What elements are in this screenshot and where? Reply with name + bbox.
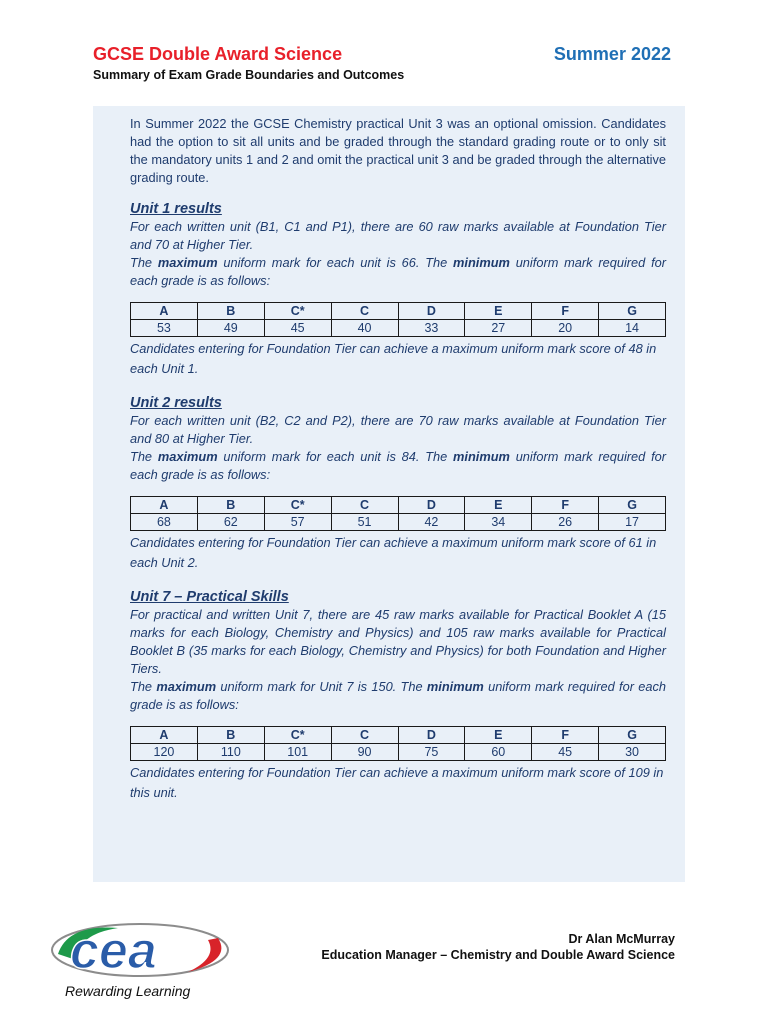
unit-description: For each written unit (B2, C2 and P2), there are 70 raw marks available at Foundation Tier and 80 at Higher Tier. — [130, 413, 666, 446]
unit-section-7 — [130, 589, 666, 803]
intro-paragraph: In Summer 2022 the GCSE Chemistry practical Unit 3 was an optional omission. Candidates had the option to sit all units and be graded through the standard grading route or to only sit the mandatory units 1 and 2 and omit the practical unit 3 and be graded through the alternative grading route. — [130, 116, 666, 185]
grade-value-row — [131, 514, 666, 531]
grade-boundary-table — [130, 496, 666, 531]
grade-label: G — [599, 303, 666, 320]
grade-label: C* — [264, 497, 331, 514]
doc-subtitle: Summary of Exam Grade Boundaries and Outcomes — [93, 68, 405, 82]
grade-header-row — [131, 497, 666, 514]
grade-boundary-table — [130, 726, 666, 761]
unit-section-1 — [130, 201, 666, 379]
grade-label: A — [131, 727, 198, 744]
unit-note: Candidates entering for Foundation Tier can achieve a maximum uniform mark score of 109 in this unit. — [130, 765, 664, 800]
grade-value: 75 — [398, 744, 465, 761]
grade-value: 20 — [532, 320, 599, 337]
logo-tagline: Rewarding Learning — [65, 983, 191, 999]
grade-label: C* — [264, 303, 331, 320]
author-name: Dr Alan McMurray — [568, 932, 675, 946]
unit-max-text: The maximum uniform mark for each unit is 84. The minimum uniform mark required for each grade is as follows: — [130, 449, 666, 482]
unit-max-text: The maximum uniform mark for Unit 7 is 150. The minimum uniform mark required for each grade is as follows: — [130, 679, 666, 712]
unit-section-2 — [130, 395, 666, 573]
logo-wordmark: cea — [70, 922, 157, 980]
unit-description: For each written unit (B1, C1 and P1), there are 60 raw marks available at Foundation Tier and 70 at Higher Tier. — [130, 219, 666, 252]
grade-value: 68 — [131, 514, 198, 531]
grade-value: 49 — [197, 320, 264, 337]
grade-label: D — [398, 497, 465, 514]
grade-label: G — [599, 497, 666, 514]
grade-header-row — [131, 303, 666, 320]
grade-value: 90 — [331, 744, 398, 761]
unit-note: Candidates entering for Foundation Tier can achieve a maximum uniform mark score of 48 in each Unit 1. — [130, 341, 657, 376]
grade-label: A — [131, 497, 198, 514]
grade-label: C — [331, 303, 398, 320]
grade-value-row — [131, 320, 666, 337]
unit-heading: Unit 2 results — [130, 395, 222, 411]
unit-heading: Unit 1 results — [130, 201, 222, 217]
content-body — [130, 115, 666, 803]
grade-value: 45 — [532, 744, 599, 761]
grade-value: 30 — [599, 744, 666, 761]
grade-label: C* — [264, 727, 331, 744]
grade-value: 40 — [331, 320, 398, 337]
grade-label: F — [532, 727, 599, 744]
grade-value: 45 — [264, 320, 331, 337]
grade-value-row — [131, 744, 666, 761]
grade-label: B — [197, 727, 264, 744]
grade-value: 26 — [532, 514, 599, 531]
grade-value: 120 — [131, 744, 198, 761]
doc-season: Summer 2022 — [553, 44, 671, 64]
grade-label: E — [465, 303, 532, 320]
unit-heading: Unit 7 – Practical Skills — [130, 589, 289, 605]
grade-value: 51 — [331, 514, 398, 531]
author-role: Education Manager – Chemistry and Double Award Science — [321, 948, 675, 962]
grade-value: 60 — [465, 744, 532, 761]
grade-boundary-table — [130, 302, 666, 337]
grade-label: G — [599, 727, 666, 744]
doc-title: GCSE Double Award Science — [93, 44, 343, 64]
grade-label: B — [197, 497, 264, 514]
grade-value: 34 — [465, 514, 532, 531]
grade-label: D — [398, 727, 465, 744]
grade-value: 62 — [197, 514, 264, 531]
grade-value: 27 — [465, 320, 532, 337]
grade-value: 101 — [264, 744, 331, 761]
grade-value: 14 — [599, 320, 666, 337]
grade-label: E — [465, 727, 532, 744]
grade-value: 17 — [599, 514, 666, 531]
grade-value: 33 — [398, 320, 465, 337]
grade-label: D — [398, 303, 465, 320]
unit-note: Candidates entering for Foundation Tier can achieve a maximum uniform mark score of 61 in each Unit 2. — [130, 535, 657, 570]
grade-label: C — [331, 727, 398, 744]
unit-description: For practical and written Unit 7, there are 45 raw marks available for Practical Booklet A (15 marks for each Biology, Chemistry and Physics) and 105 raw marks available for Practical Booklet B (35 marks for each Biology, Chemistry and Physics) for both Foundation and Higher Tiers. — [130, 607, 666, 676]
grade-value: 53 — [131, 320, 198, 337]
grade-label: E — [465, 497, 532, 514]
grade-label: A — [131, 303, 198, 320]
grade-header-row — [131, 727, 666, 744]
grade-value: 42 — [398, 514, 465, 531]
grade-label: C — [331, 497, 398, 514]
grade-value: 57 — [264, 514, 331, 531]
grade-label: F — [532, 303, 599, 320]
unit-max-text: The maximum uniform mark for each unit is 66. The minimum uniform mark required for each grade is as follows: — [130, 255, 666, 288]
grade-label: B — [197, 303, 264, 320]
content-panel — [93, 106, 685, 882]
grade-label: F — [532, 497, 599, 514]
grade-value: 110 — [197, 744, 264, 761]
